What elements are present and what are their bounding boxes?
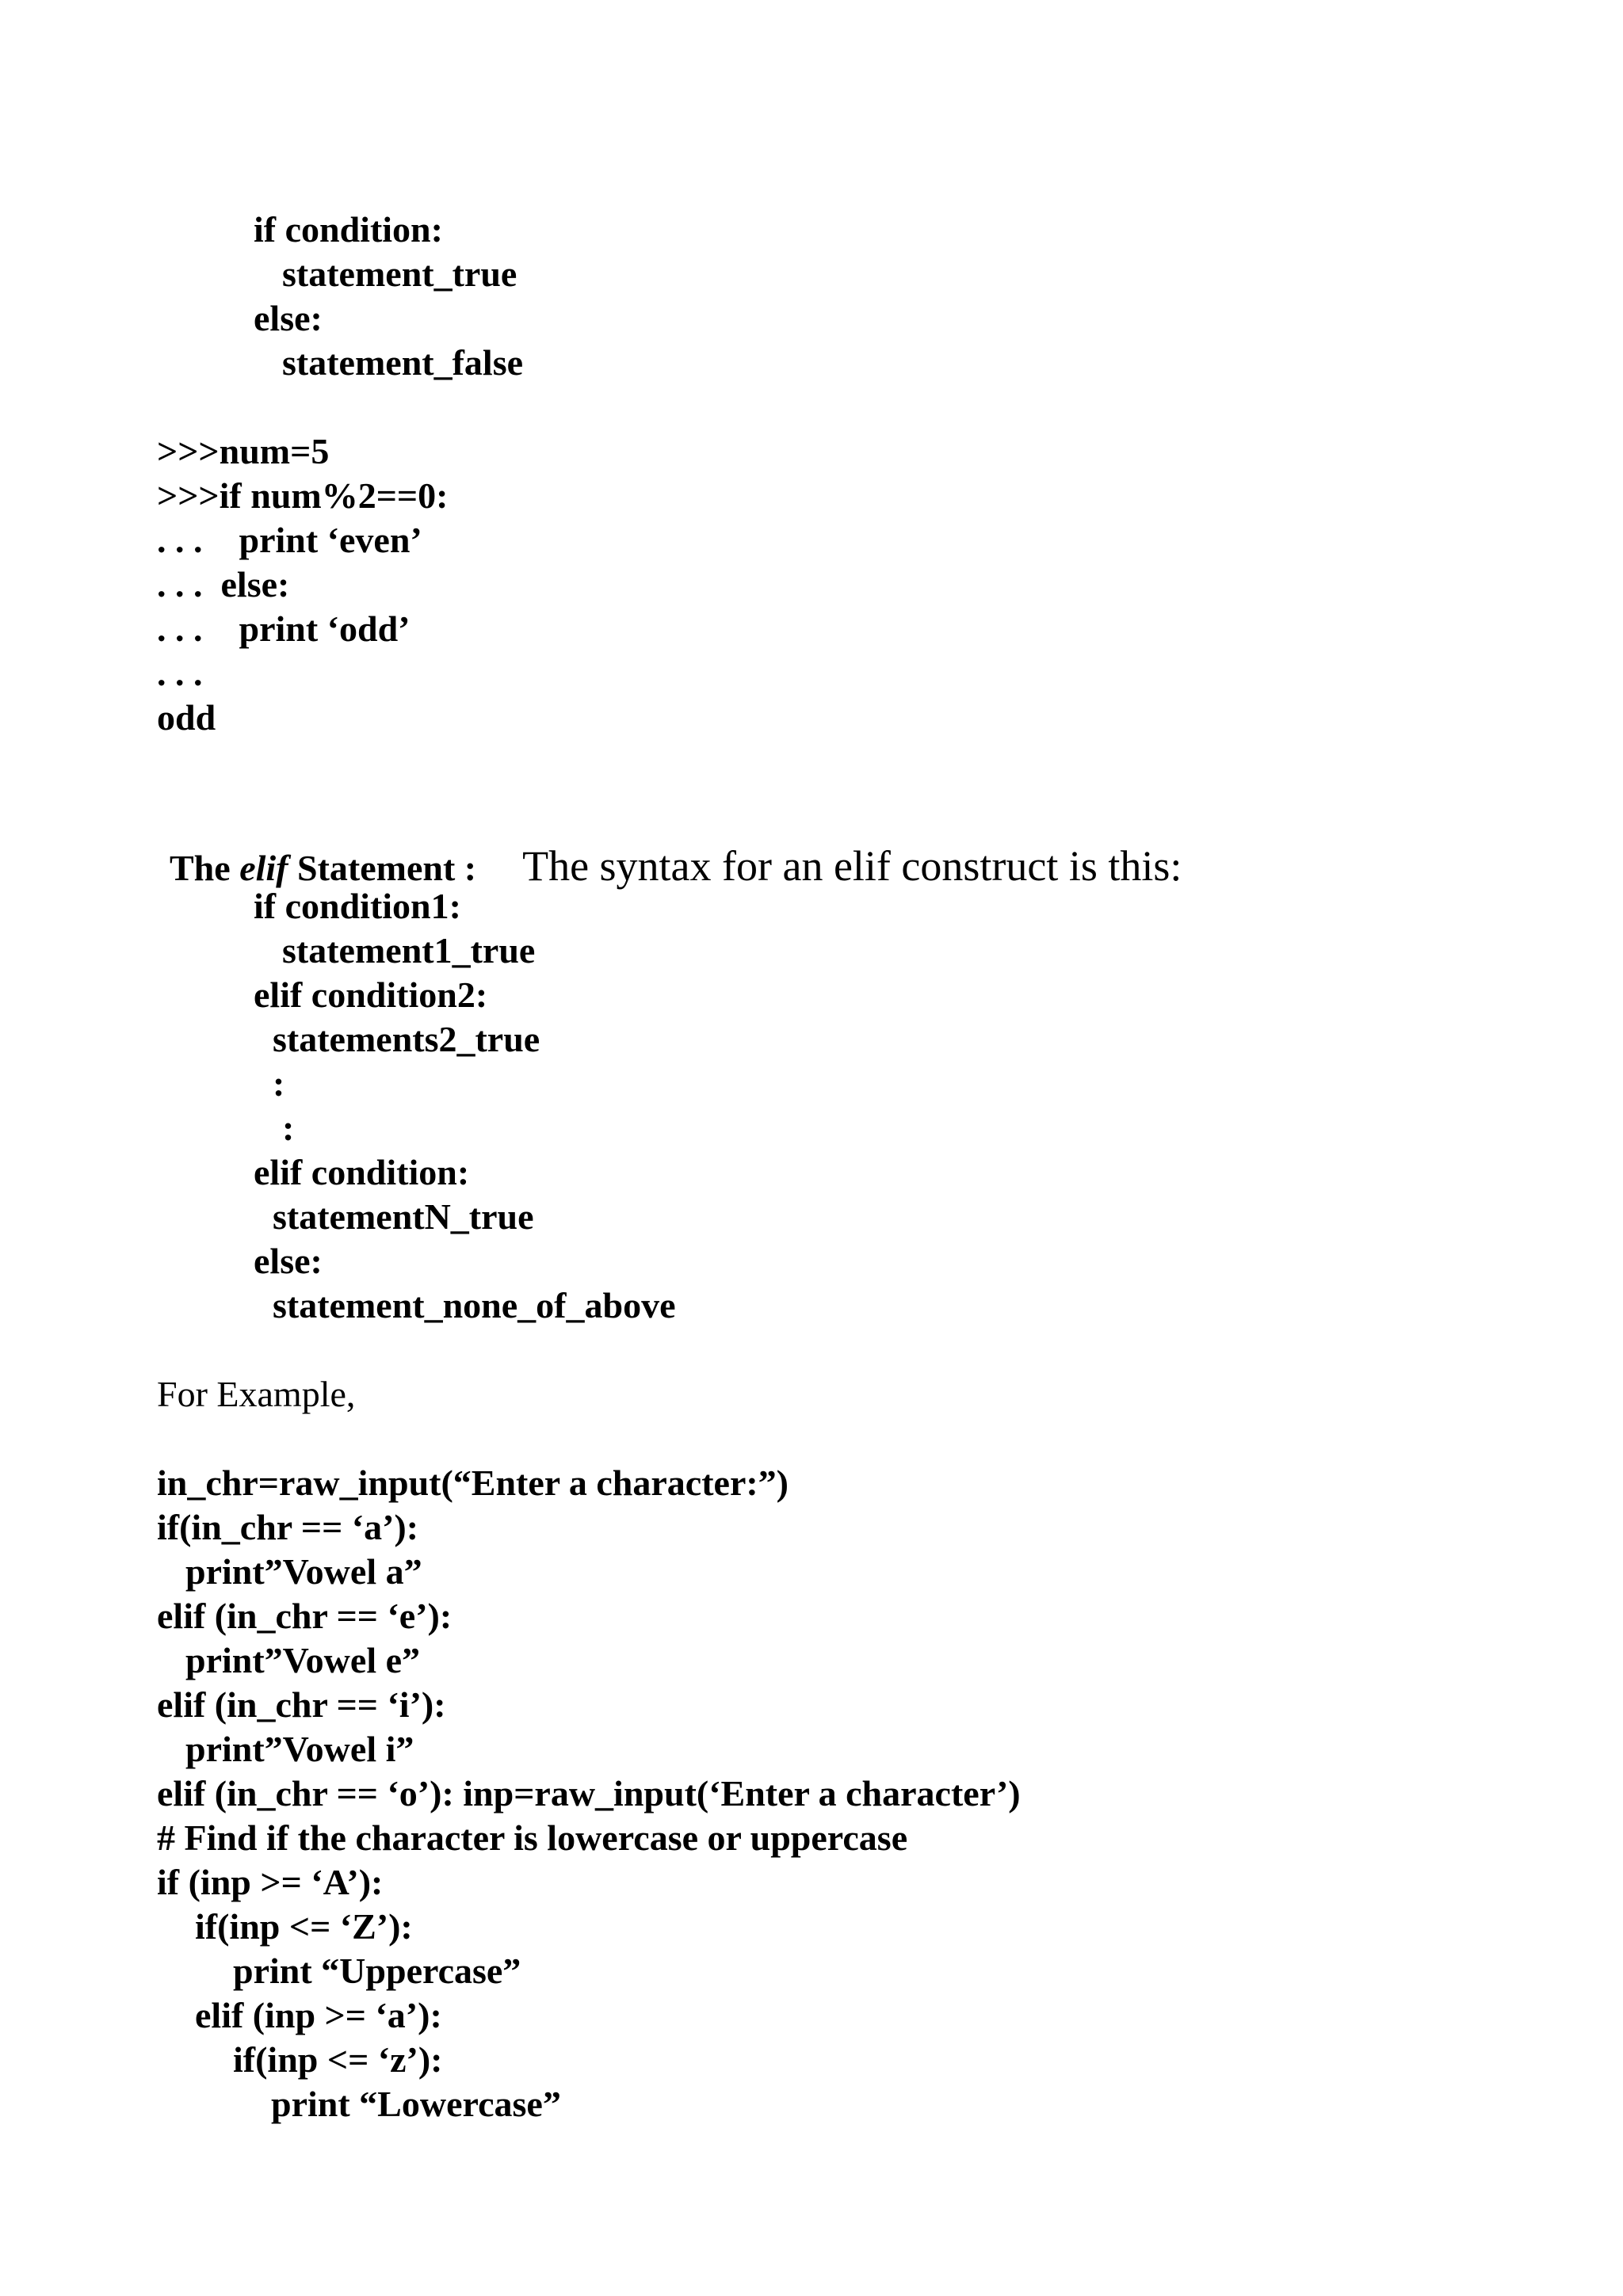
code-line: statement_false — [282, 342, 524, 383]
code-line: statement_true — [282, 254, 517, 294]
code-line: elif condition: — [254, 1152, 470, 1192]
code-line: if condition1: — [254, 886, 461, 926]
code-line: else: — [254, 298, 323, 338]
code-line: print “Lowercase” — [271, 2084, 561, 2124]
code-comment: # Find if the character is lowercase or uppercase — [157, 1817, 908, 1858]
code-line: . . . — [157, 653, 203, 693]
code-line: print”Vowel e” — [185, 1640, 421, 1680]
code-line: print”Vowel a” — [185, 1551, 422, 1592]
code-line: : — [282, 1108, 295, 1148]
code-line: elif (in_chr == ‘o’): inp=raw_input(‘Enter a character’) — [157, 1773, 1021, 1814]
code-line: elif (in_chr == ‘e’): — [157, 1596, 453, 1636]
code-line: >>>num=5 — [157, 431, 330, 471]
code-line: elif (inp >= ‘a’): — [195, 1995, 442, 2035]
example-label: For Example, — [157, 1374, 356, 1414]
code-line: : — [273, 1063, 285, 1104]
code-line: statements2_true — [273, 1019, 540, 1059]
heading-suffix: Statement : — [288, 848, 477, 888]
code-line: statement_none_of_above — [273, 1285, 676, 1325]
code-line: if(inp <= ‘z’): — [233, 2039, 443, 2080]
code-line: else: — [254, 1241, 323, 1281]
code-line: >>>if num%2==0: — [157, 475, 449, 516]
code-line: print”Vowel i” — [185, 1729, 414, 1769]
heading-italic-keyword: elif — [239, 848, 288, 888]
heading-description: The syntax for an elif construct is this: — [522, 842, 1182, 890]
code-line: . . . print ‘odd’ — [157, 608, 411, 649]
heading-prefix: The — [170, 848, 240, 888]
code-line: if(inp <= ‘Z’): — [195, 1906, 413, 1947]
code-line: statementN_true — [273, 1196, 534, 1237]
code-line: . . . else: — [157, 564, 290, 605]
code-line: odd — [157, 697, 216, 738]
code-line: elif (in_chr == ‘i’): — [157, 1684, 446, 1725]
code-line: statement1_true — [282, 930, 536, 971]
code-line: in_chr=raw_input(“Enter a character:”) — [157, 1463, 789, 1503]
code-line: print “Uppercase” — [233, 1951, 521, 1991]
code-line: if(in_chr == ‘a’): — [157, 1507, 419, 1547]
code-line: if condition: — [254, 209, 443, 250]
code-line: elif condition2: — [254, 974, 488, 1015]
code-line: . . . print ‘even’ — [157, 520, 422, 560]
code-line: if (inp >= ‘A’): — [157, 1862, 384, 1902]
